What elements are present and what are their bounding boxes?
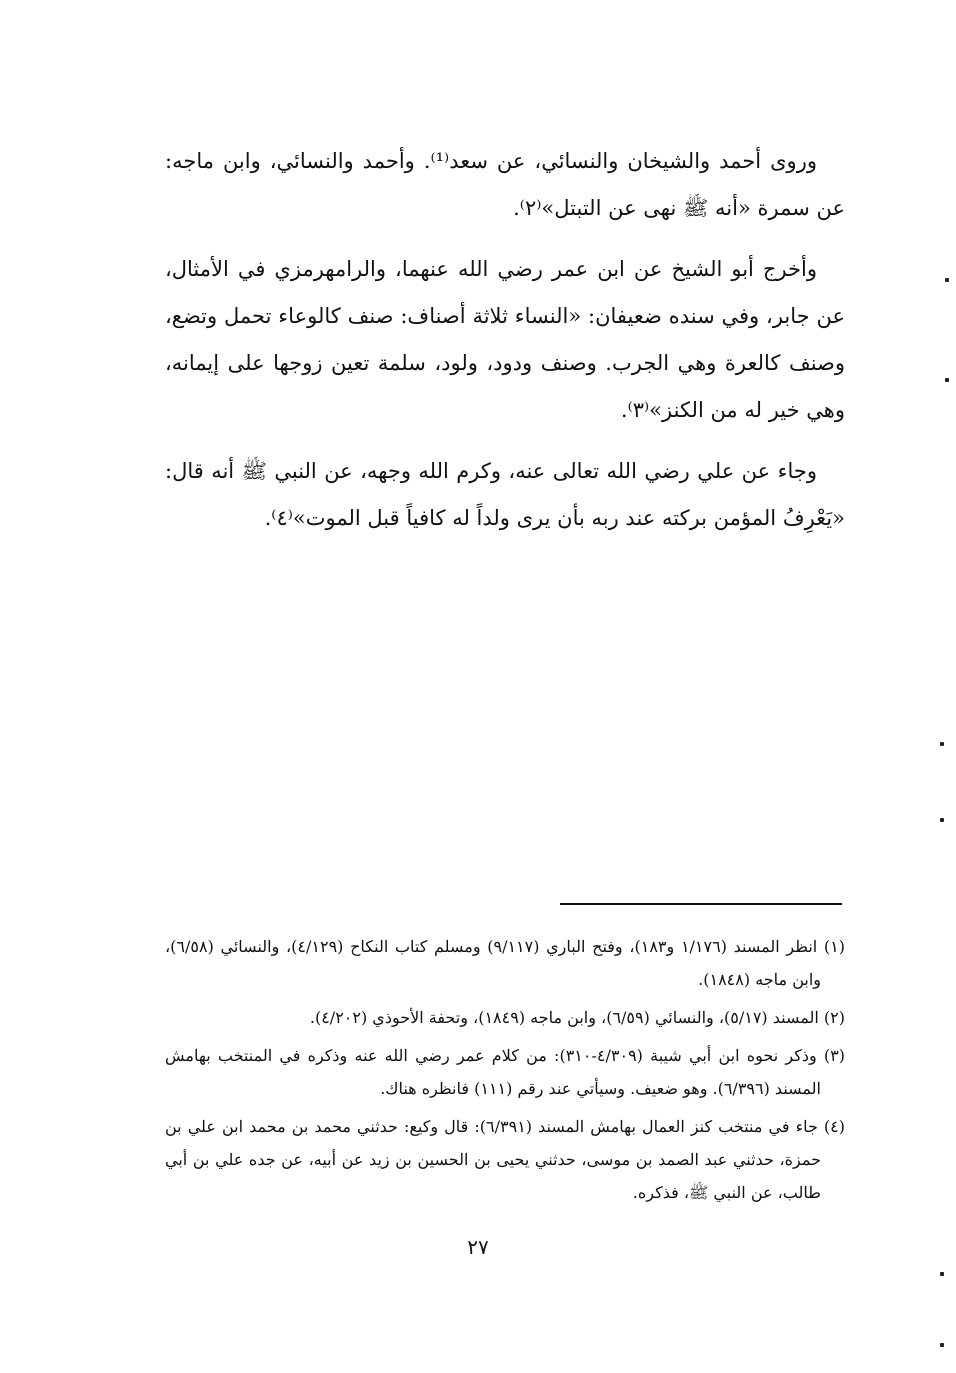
footnote-3: (٣) وذكر نحوه ابن أبي شيبة (٤/٣٠٩-٣١٠): من كلام عمر رضي الله عنه وذكره في المنتخب بهامش المسند (٦/٣٩٦). وهو ضعيف. وسيأتي عند رقم (١١١) فانظره هناك. bbox=[165, 1046, 845, 1098]
paragraph-1: وروى أحمد والشيخان والنسائي، عن سعد⁽¹⁾. وأحمد والنسائي، وابن ماجه: عن سمرة «أنه ﷺ نهى عن التبتل»⁽٢⁾. bbox=[165, 149, 845, 220]
paragraph-3: وجاء عن علي رضي الله تعالى عنه، وكرم الله وجهه، عن النبي ﷺ أنه قال: «يَعْرِفُ المؤمن بركته عند ربه بأن يرى ولداً له كافياً قبل الموت»⁽٤⁾. bbox=[165, 459, 845, 530]
footnote-4: (٤) جاء في منتخب كنز العمال بهامش المسند (٦/٣٩١): قال وكيع: حدثني محمد بن محمد ابن علي بن حمزة، حدثني عبد الصمد بن موسى، حدثني يحيى بن الحسين بن زيد عن أبيه، عن جده علي بن أبي طالب، عن النبي ﷺ، فذكره. bbox=[165, 1117, 846, 1202]
scan-speck bbox=[940, 1343, 944, 1347]
scan-speck bbox=[940, 818, 944, 822]
footnote-2: (٢) المسند (٥/١٧)، والنسائي (٦/٥٩)، وابن ماجه (١٨٤٩)، وتحفة الأحوذي (٤/٢٠٢). bbox=[309, 1008, 845, 1027]
footnote-1: (١) انظر المسند (١/١٧٦ و١٨٣)، وفتح الباري (٩/١١٧) ومسلم كتاب النكاح (٤/١٢٩)، والنسائي (٦/٥٨)، وابن ماجه (١٨٤٨). bbox=[165, 937, 845, 989]
page-number: ٢٧ bbox=[467, 1235, 489, 1259]
scan-speck bbox=[945, 378, 949, 382]
main-text bbox=[165, 138, 845, 556]
footnote-divider bbox=[560, 903, 842, 905]
scan-speck bbox=[940, 742, 944, 746]
paragraph-2: وأخرج أبو الشيخ عن ابن عمر رضي الله عنهما، والرامهرمزي في الأمثال، عن جابر، وفي سنده ضعيفان: «النساء ثلاثة أصناف: صنف كالوعاء تحمل وتضع، وصنف كالعرة وهي الجرب. وصنف ودود، ولود، سلمة تعين زوجها على إيمانه، وهي خير له من الكنز»⁽٣⁾. bbox=[165, 257, 845, 422]
scan-speck bbox=[940, 1272, 944, 1276]
footnotes bbox=[165, 930, 845, 1214]
scan-speck bbox=[945, 278, 949, 282]
